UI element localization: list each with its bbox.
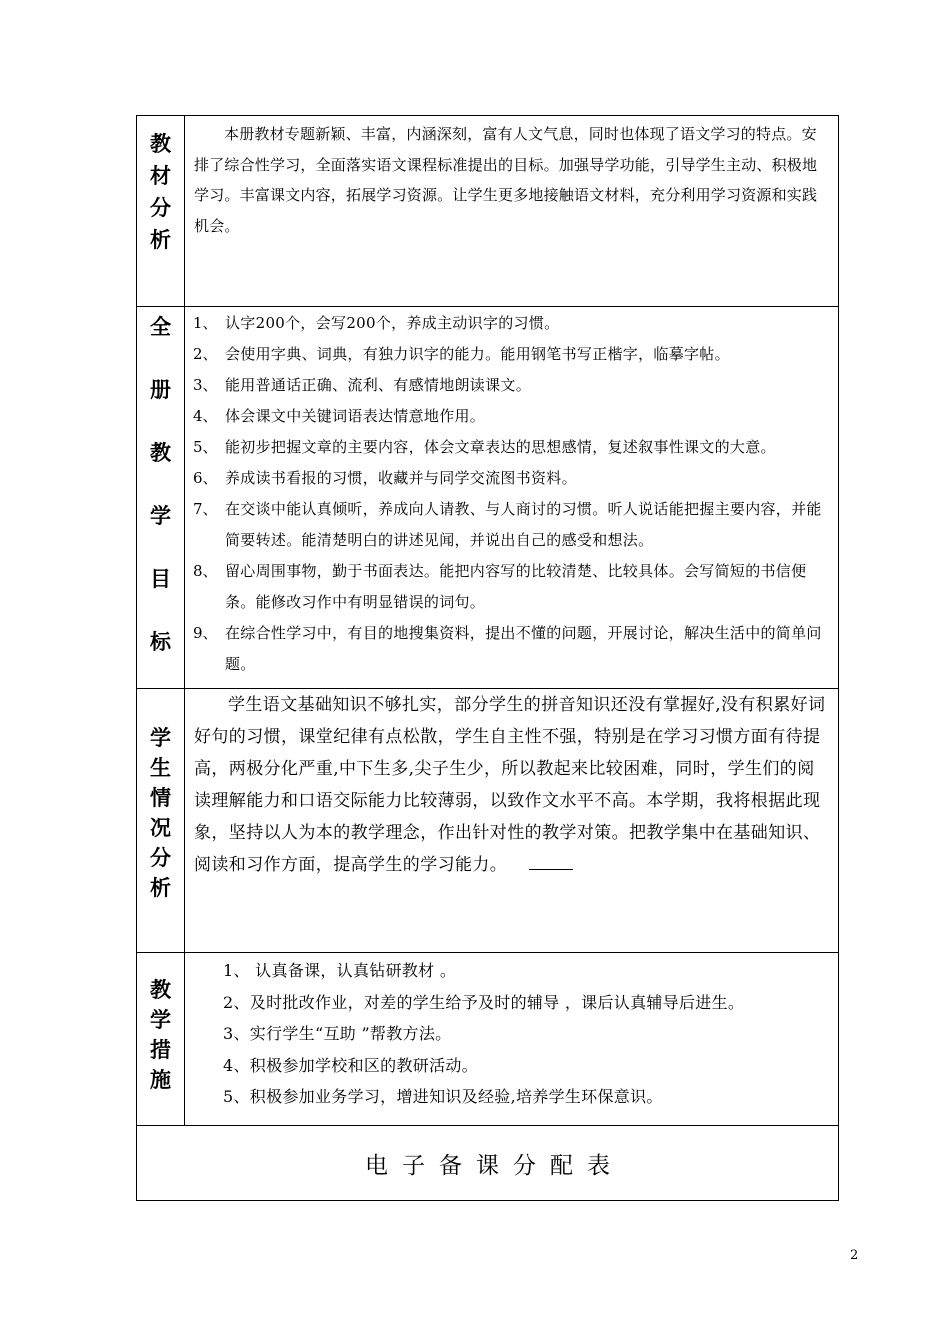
goal-item (193, 308, 830, 339)
goal-number: 4、 (193, 407, 218, 425)
goal-item (193, 339, 830, 370)
label-char: 生 (150, 756, 171, 780)
label-char: 分 (150, 196, 171, 220)
label-char: 教 (150, 441, 171, 465)
student-analysis-label (137, 689, 185, 952)
goal-text: 养成读书看报的习惯，收藏并与同学交流图书资料。 (225, 469, 577, 487)
label-char: 学 (150, 504, 171, 528)
goal-text: 能初步把握文章的主要内容，体会文章表达的思想感情，复述叙事性课文的大意。 (225, 438, 776, 456)
blank-underline (529, 855, 573, 870)
label-char: 学 (150, 1008, 171, 1032)
student-analysis-paragraph (194, 689, 830, 881)
teaching-measures-label (137, 953, 185, 1125)
distribution-table-title: 电子备课分配表 (365, 1152, 624, 1179)
goal-text: 能用普通话正确、流利、有感情地朗读课文。 (225, 376, 532, 394)
label-char: 施 (150, 1068, 171, 1092)
goal-number: 1、 (193, 314, 218, 332)
goal-text: 在综合性学习中，有目的地搜集资料，提出不懂的问题，开展讨论，解决生活中的简单问题。 (225, 624, 822, 673)
label-char: 分 (150, 846, 171, 870)
label-char: 情 (150, 786, 171, 810)
goal-text: 留心周围事物，勤于书面表达。能把内容写的比较清楚、比较具体。会写简短的书信便条。能修改习作中有明显错误的词句。 (225, 562, 807, 611)
label-char: 全 (150, 315, 171, 339)
label-char: 教 (150, 132, 171, 156)
label-char: 措 (150, 1038, 171, 1062)
goal-text: 认字200个，会写200个，养成主动识字的习惯。 (225, 314, 560, 332)
goal-number: 9、 (193, 624, 218, 642)
label-char: 目 (150, 567, 171, 591)
goal-item (193, 370, 830, 401)
label-char: 况 (150, 816, 171, 840)
label-char: 材 (150, 164, 171, 188)
goal-number: 5、 (193, 438, 218, 456)
goal-item (193, 494, 830, 556)
page-number: 2 (850, 1248, 859, 1263)
goal-text: 体会课文中关键词语表达情意地作用。 (225, 407, 486, 425)
teaching-goals-row (137, 307, 838, 689)
goal-item (193, 401, 830, 432)
teaching-measures-content (185, 953, 838, 1125)
goal-item (193, 556, 830, 618)
measure-item: 3、实行学生“互助 ”帮教方法。 (223, 1024, 452, 1043)
label-char: 析 (150, 228, 171, 252)
goal-item (193, 432, 830, 463)
goal-number: 7、 (193, 500, 218, 518)
label-char: 学 (150, 726, 171, 750)
measure-item: 1、 认真备课，认真钻研教材 。 (223, 961, 457, 980)
teaching-measures-row (137, 953, 838, 1126)
measure-item: 4、积极参加学校和区的教研活动。 (223, 1055, 478, 1075)
goal-text: 会使用字典、词典，有独力识字的能力。能用钢笔书写正楷字，临摹字帖。 (225, 345, 730, 363)
goal-number: 6、 (193, 469, 218, 487)
goal-item (193, 618, 830, 680)
measure-item: 5、积极参加业务学习，增进知识及经验,培养学生环保意识。 (223, 1087, 663, 1106)
student-analysis-content (185, 689, 838, 952)
teaching-goals-content (185, 307, 838, 688)
material-analysis-content (185, 116, 838, 306)
goal-number: 3、 (193, 376, 218, 394)
material-analysis-text: 本册教材专题新颖、丰富，内涵深刻，富有人文气息，同时也体现了语文学习的特点。安排了综合性学习，全面落实语文课程标准提出的目标。加强导学功能，引导学生主动、积极地学习。丰富课文内容，拓展学习资源。让学生更多地接触语文材料，充分利用学习资源和实践机会。 (194, 125, 818, 235)
label-char: 析 (150, 876, 171, 900)
distribution-table-title-row (137, 1126, 838, 1200)
teaching-goals-label (137, 307, 185, 688)
label-char: 册 (150, 378, 171, 402)
material-analysis-label (137, 116, 185, 306)
student-analysis-text: 学生语文基础知识不够扎实，部分学生的拼音知识还没有掌握好,没有积累好词好句的习惯，课堂纪律有点松散，学生自主性不强，特别是在学习习惯方面有待提高，两极分化严重,中下生多,尖子生少，所以教起来比较困难，同时，学生们的阅读理解能力和口语交际能力比较薄弱，以致作文水平不高。本学期，我将根据此现象，坚持以人为本的教学理念，作出针对性的教学对策。把教学集中在基础知识、阅读和习作方面，提高学生的学习能力。 (194, 695, 826, 875)
goal-text: 在交谈中能认真倾听，养成向人请教、与人商讨的习惯。听人说话能把握主要内容，并能简要转述。能清楚明白的讲述见闻，并说出自己的感受和想法。 (225, 500, 822, 549)
label-char: 教 (150, 978, 171, 1002)
goal-number: 8、 (193, 562, 218, 580)
material-analysis-row (137, 116, 838, 307)
label-char: 标 (150, 630, 171, 654)
goal-item (193, 463, 830, 494)
measure-item: 2、及时批改作业，对差的学生给予及时的辅导 ，课后认真辅导后进生。 (223, 992, 745, 1012)
lesson-plan-table (136, 115, 839, 1201)
goal-number: 2、 (193, 345, 218, 363)
student-analysis-row (137, 689, 838, 953)
